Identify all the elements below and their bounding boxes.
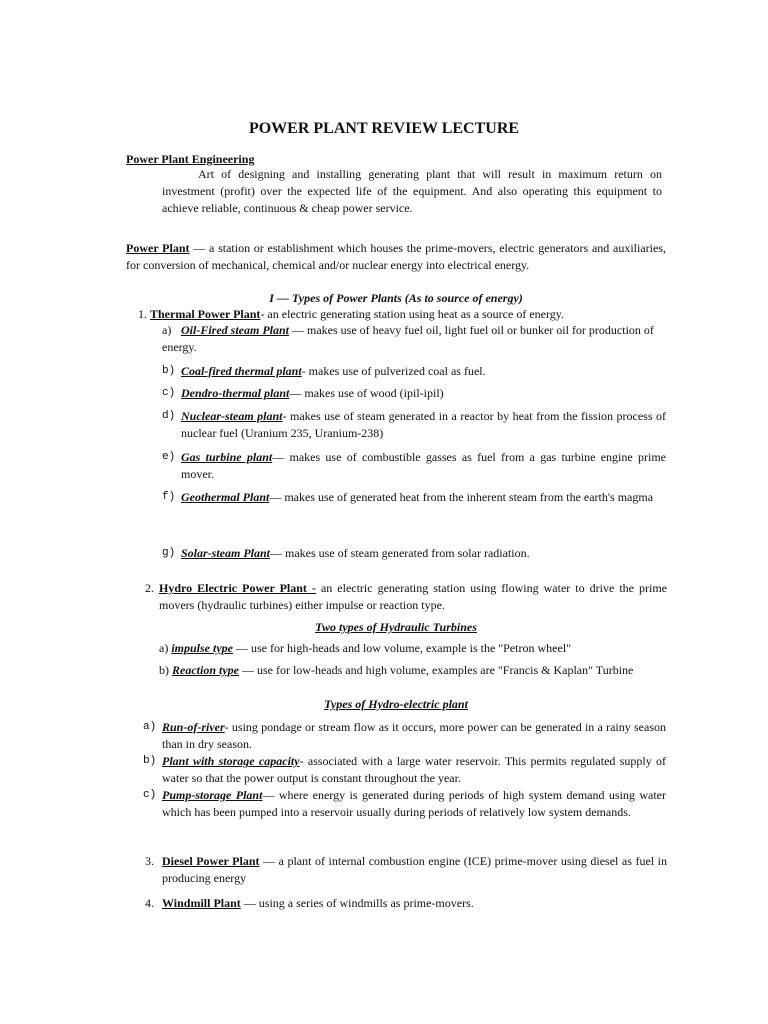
list-item-letter: a) bbox=[162, 323, 172, 337]
turbines-heading: Two types of Hydraulic Turbines bbox=[315, 620, 477, 634]
hydro-type-item bbox=[162, 753, 666, 787]
list-item-letter: a) bbox=[143, 721, 157, 733]
hydro-type-desc: - using pondage or stream flow as it occurs, more power can be generated in a rainy season than in dry season. bbox=[162, 720, 666, 751]
list-item-desc: — makes use of steam generated from solar radiation. bbox=[270, 546, 530, 560]
list-item-desc: - makes use of steam generated in a reactor by heat from the fission process of nuclear fuel (Uranium 235, Uranium-238) bbox=[181, 409, 667, 440]
windmill-name: Windmill Plant bbox=[162, 896, 241, 910]
hydro-type-name: Plant with storage capacity bbox=[162, 754, 300, 768]
list-item-letter: d) bbox=[162, 410, 176, 422]
hydro-name: Hydro Electric Power Plant - bbox=[159, 581, 316, 595]
thermal-num: 1. bbox=[138, 307, 147, 321]
list-item-name: Oil-Fired steam Plant bbox=[181, 323, 289, 337]
power-plant-term: Power Plant bbox=[126, 241, 190, 255]
list-item-name: Coal-fired thermal plant bbox=[181, 364, 302, 378]
diesel-item bbox=[162, 853, 667, 887]
hydro-item bbox=[159, 580, 667, 614]
hydro-type-desc: — where energy is generated during periods of high system demand using water which has been pumped into a reservoir usually during periods of relatively low system demands. bbox=[162, 788, 667, 819]
list-item-name: Solar-steam Plant bbox=[181, 546, 271, 560]
list-item bbox=[181, 489, 666, 506]
turbine-item bbox=[159, 662, 669, 679]
list-item-desc: - makes use of pulverized coal as fuel. bbox=[301, 364, 486, 378]
list-item bbox=[181, 408, 666, 442]
power-plant-text: — a station or establishment which houses the prime-movers, electric generators and auxiliaries, for conversion of mechanical, chemical and/or nuclear energy into electrical energy. bbox=[126, 241, 667, 272]
power-plant-definition bbox=[126, 240, 666, 274]
list-item bbox=[181, 449, 666, 483]
windmill-item bbox=[162, 895, 667, 912]
turbine-desc: — use for high-heads and low volume, example is the "Petron wheel" bbox=[233, 641, 572, 655]
list-item-letter: f) bbox=[162, 491, 176, 503]
list-item-desc: — makes use of combustible gasses as fuel from a gas turbine engine prime mover. bbox=[181, 450, 666, 481]
list-item-name: Nuclear-steam plant bbox=[181, 409, 283, 423]
list-item-name: Geothermal Plant bbox=[181, 490, 270, 504]
list-item-letter: c) bbox=[162, 387, 176, 399]
windmill-num: 4. bbox=[145, 896, 154, 910]
list-item-letter: e) bbox=[162, 451, 176, 463]
hydro-type-name: Run-of-river bbox=[162, 720, 225, 734]
list-item bbox=[181, 363, 666, 380]
turbine-letter: a) bbox=[159, 641, 169, 655]
turbine-letter: b) bbox=[159, 663, 169, 677]
hydro-type-desc: - associated with a large water reservoir. This permits regulated supply of water so that the power output is constant throughout the year. bbox=[162, 754, 666, 785]
hydro-type-item bbox=[162, 719, 666, 753]
ppe-heading: Power Plant Engineering bbox=[126, 152, 255, 166]
list-item bbox=[181, 545, 666, 562]
windmill-desc: — using a series of windmills as prime-movers. bbox=[240, 896, 474, 910]
hydro-num: 2. bbox=[145, 581, 154, 595]
list-item-desc: — makes use of wood (ipil-ipil) bbox=[289, 386, 444, 400]
thermal-name: Thermal Power Plant bbox=[150, 307, 261, 321]
list-item-letter: g) bbox=[162, 547, 176, 559]
turbine-item bbox=[159, 640, 669, 657]
turbine-desc: — use for low-heads and high volume, examples are "Francis & Kaplan" Turbine bbox=[238, 663, 634, 677]
hydro-type-item bbox=[162, 787, 666, 821]
hydro-types-heading: Types of Hydro-electric plant bbox=[324, 697, 468, 711]
list-item-desc: — makes use of heavy fuel oil, light fuel oil or bunker oil for production of energy. bbox=[162, 323, 654, 354]
hydro-desc: an electric generating station using flowing water to drive the prime movers (hydraulic turbines) either impulse or reaction type. bbox=[159, 581, 667, 612]
list-item-desc: — makes use of generated heat from the inherent steam from the earth's magma bbox=[269, 490, 654, 504]
turbine-name: Reaction type bbox=[172, 663, 239, 677]
thermal-desc: - an electric generating station using heat as a source of energy. bbox=[260, 307, 564, 321]
list-item-name: Gas turbine plant bbox=[181, 450, 273, 464]
page-title: POWER PLANT REVIEW LECTURE bbox=[248, 120, 520, 137]
diesel-name: Diesel Power Plant bbox=[162, 854, 260, 868]
list-item bbox=[162, 322, 666, 356]
list-item bbox=[181, 385, 666, 402]
turbine-name: impulse type bbox=[171, 641, 233, 655]
ppe-definition: Art of designing and installing generating plant that will result in maximum return on investment (profit) over the expected life of the equipment. And also operating this equipment to achieve reliable, continuous & cheap power service. bbox=[162, 167, 662, 215]
list-item-name: Dendro-thermal plant bbox=[181, 386, 290, 400]
list-item-letter: b) bbox=[162, 365, 176, 377]
diesel-desc: — a plant of internal combustion engine (ICE) prime-mover using diesel as fuel in producing energy bbox=[162, 854, 667, 885]
list-item-letter: c) bbox=[143, 789, 157, 801]
list-item-letter: b) bbox=[143, 755, 157, 767]
diesel-num: 3. bbox=[145, 854, 154, 868]
hydro-type-name: Pump-storage Plant bbox=[162, 788, 263, 802]
thermal-item bbox=[138, 306, 668, 323]
section-heading: I — Types of Power Plants (As to source of energy) bbox=[269, 291, 523, 305]
